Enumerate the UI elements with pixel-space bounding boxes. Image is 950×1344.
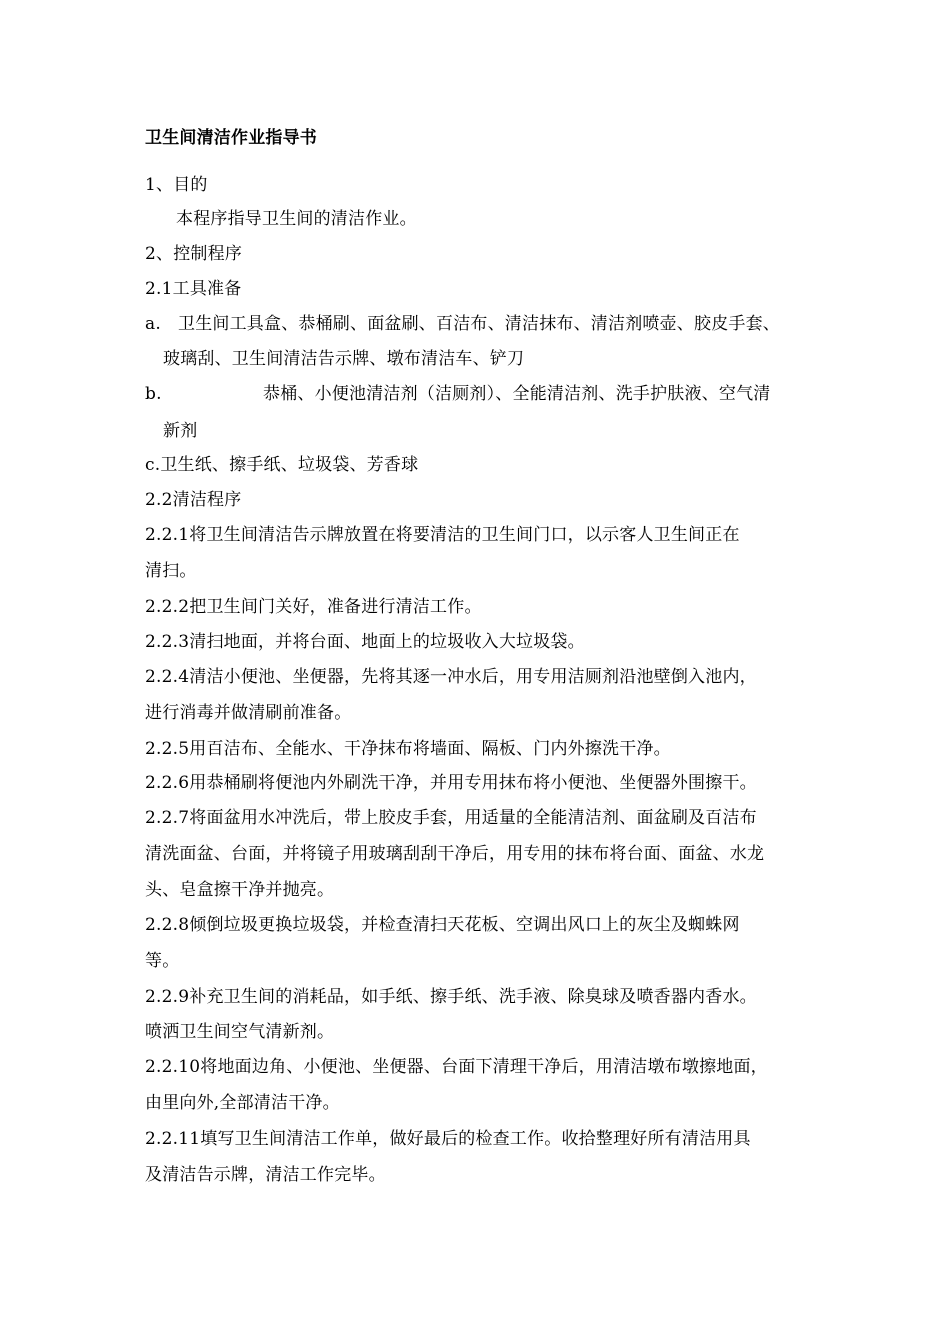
subsection-2-1-heading: 2.1工具准备 bbox=[145, 279, 242, 299]
step-2-2-7-cont-1: 清洗面盆、台面，并将镜子用玻璃刮刮干净后，用专用的抹布将台面、面盆、水龙 bbox=[145, 844, 765, 864]
step-2-2-6: 2.2.6用恭桶刷将便池内外刷洗干净，并用专用抹布将小便池、坐便器外围擦干。 bbox=[145, 773, 757, 793]
step-2-2-3: 2.2.3清扫地面，并将台面、地面上的垃圾收入大垃圾袋。 bbox=[145, 632, 585, 652]
item-b-text: 恭桶、小便池清洁剂（洁厕剂）、全能清洁剂、洗手护肤液、空气清 bbox=[263, 384, 771, 404]
step-2-2-1-cont: 清扫。 bbox=[145, 561, 197, 581]
section-1-heading: 1、目的 bbox=[145, 175, 208, 195]
step-2-2-4: 2.2.4清洁小便池、坐便器，先将其逐一冲水后，用专用洁厕剂沿池壁倒入池内， bbox=[145, 667, 757, 687]
step-2-2-11: 2.2.11填写卫生间清洁工作单，做好最后的检查工作。收拾整理好所有清洁用具 bbox=[145, 1129, 751, 1149]
step-2-2-11-cont: 及清洁告示牌，清洁工作完毕。 bbox=[145, 1165, 386, 1185]
section-2-heading: 2、控制程序 bbox=[145, 244, 243, 264]
step-2-2-7-cont-2: 头、皂盒擦干净并抛亮。 bbox=[145, 880, 335, 900]
step-2-2-1: 2.2.1将卫生间清洁告示牌放置在将要清洁的卫生间门口，以示客人卫生间正在 bbox=[145, 525, 740, 545]
step-2-2-7: 2.2.7将面盆用水冲洗后，带上胶皮手套，用适量的全能清洁剂、面盆刷及百洁布 bbox=[145, 808, 757, 828]
document-title: 卫生间清洁作业指导书 bbox=[145, 128, 317, 148]
item-b-text-cont: 新剂 bbox=[163, 421, 198, 441]
item-b-marker: b. bbox=[145, 384, 162, 404]
step-2-2-4-cont: 进行消毒并做清刷前准备。 bbox=[145, 703, 352, 723]
item-a-text-cont: 玻璃刮、卫生间清洁告示牌、墩布清洁车、铲刀 bbox=[163, 349, 525, 369]
step-2-2-8-cont: 等。 bbox=[145, 951, 180, 971]
item-a-marker: a. bbox=[145, 314, 161, 334]
subsection-2-2-heading: 2.2清洁程序 bbox=[145, 490, 242, 510]
step-2-2-9-cont: 喷洒卫生间空气清新剂。 bbox=[145, 1022, 335, 1042]
step-2-2-8: 2.2.8倾倒垃圾更换垃圾袋，并检查清扫天花板、空调出风口上的灰尘及蜘蛛网 bbox=[145, 915, 740, 935]
step-2-2-10-cont: 由里向外,全部清洁干净。 bbox=[145, 1093, 340, 1113]
step-2-2-10: 2.2.10将地面边角、小便池、坐便器、台面下清理干净后，用清洁墩布墩擦地面， bbox=[145, 1057, 768, 1077]
item-c-text: c.卫生纸、擦手纸、垃圾袋、芳香球 bbox=[145, 455, 419, 475]
step-2-2-2: 2.2.2把卫生间门关好，准备进行清洁工作。 bbox=[145, 597, 482, 617]
item-a-text: 卫生间工具盒、恭桶刷、面盆刷、百洁布、清洁抹布、清洁剂喷壶、胶皮手套、 bbox=[178, 314, 780, 334]
step-2-2-9: 2.2.9补充卫生间的消耗品，如手纸、擦手纸、洗手液、除臭球及喷香器内香水。 bbox=[145, 987, 757, 1007]
section-1-text: 本程序指导卫生间的清洁作业。 bbox=[176, 209, 417, 229]
step-2-2-5: 2.2.5用百洁布、全能水、干净抹布将墙面、隔板、门内外擦洗干净。 bbox=[145, 739, 671, 759]
